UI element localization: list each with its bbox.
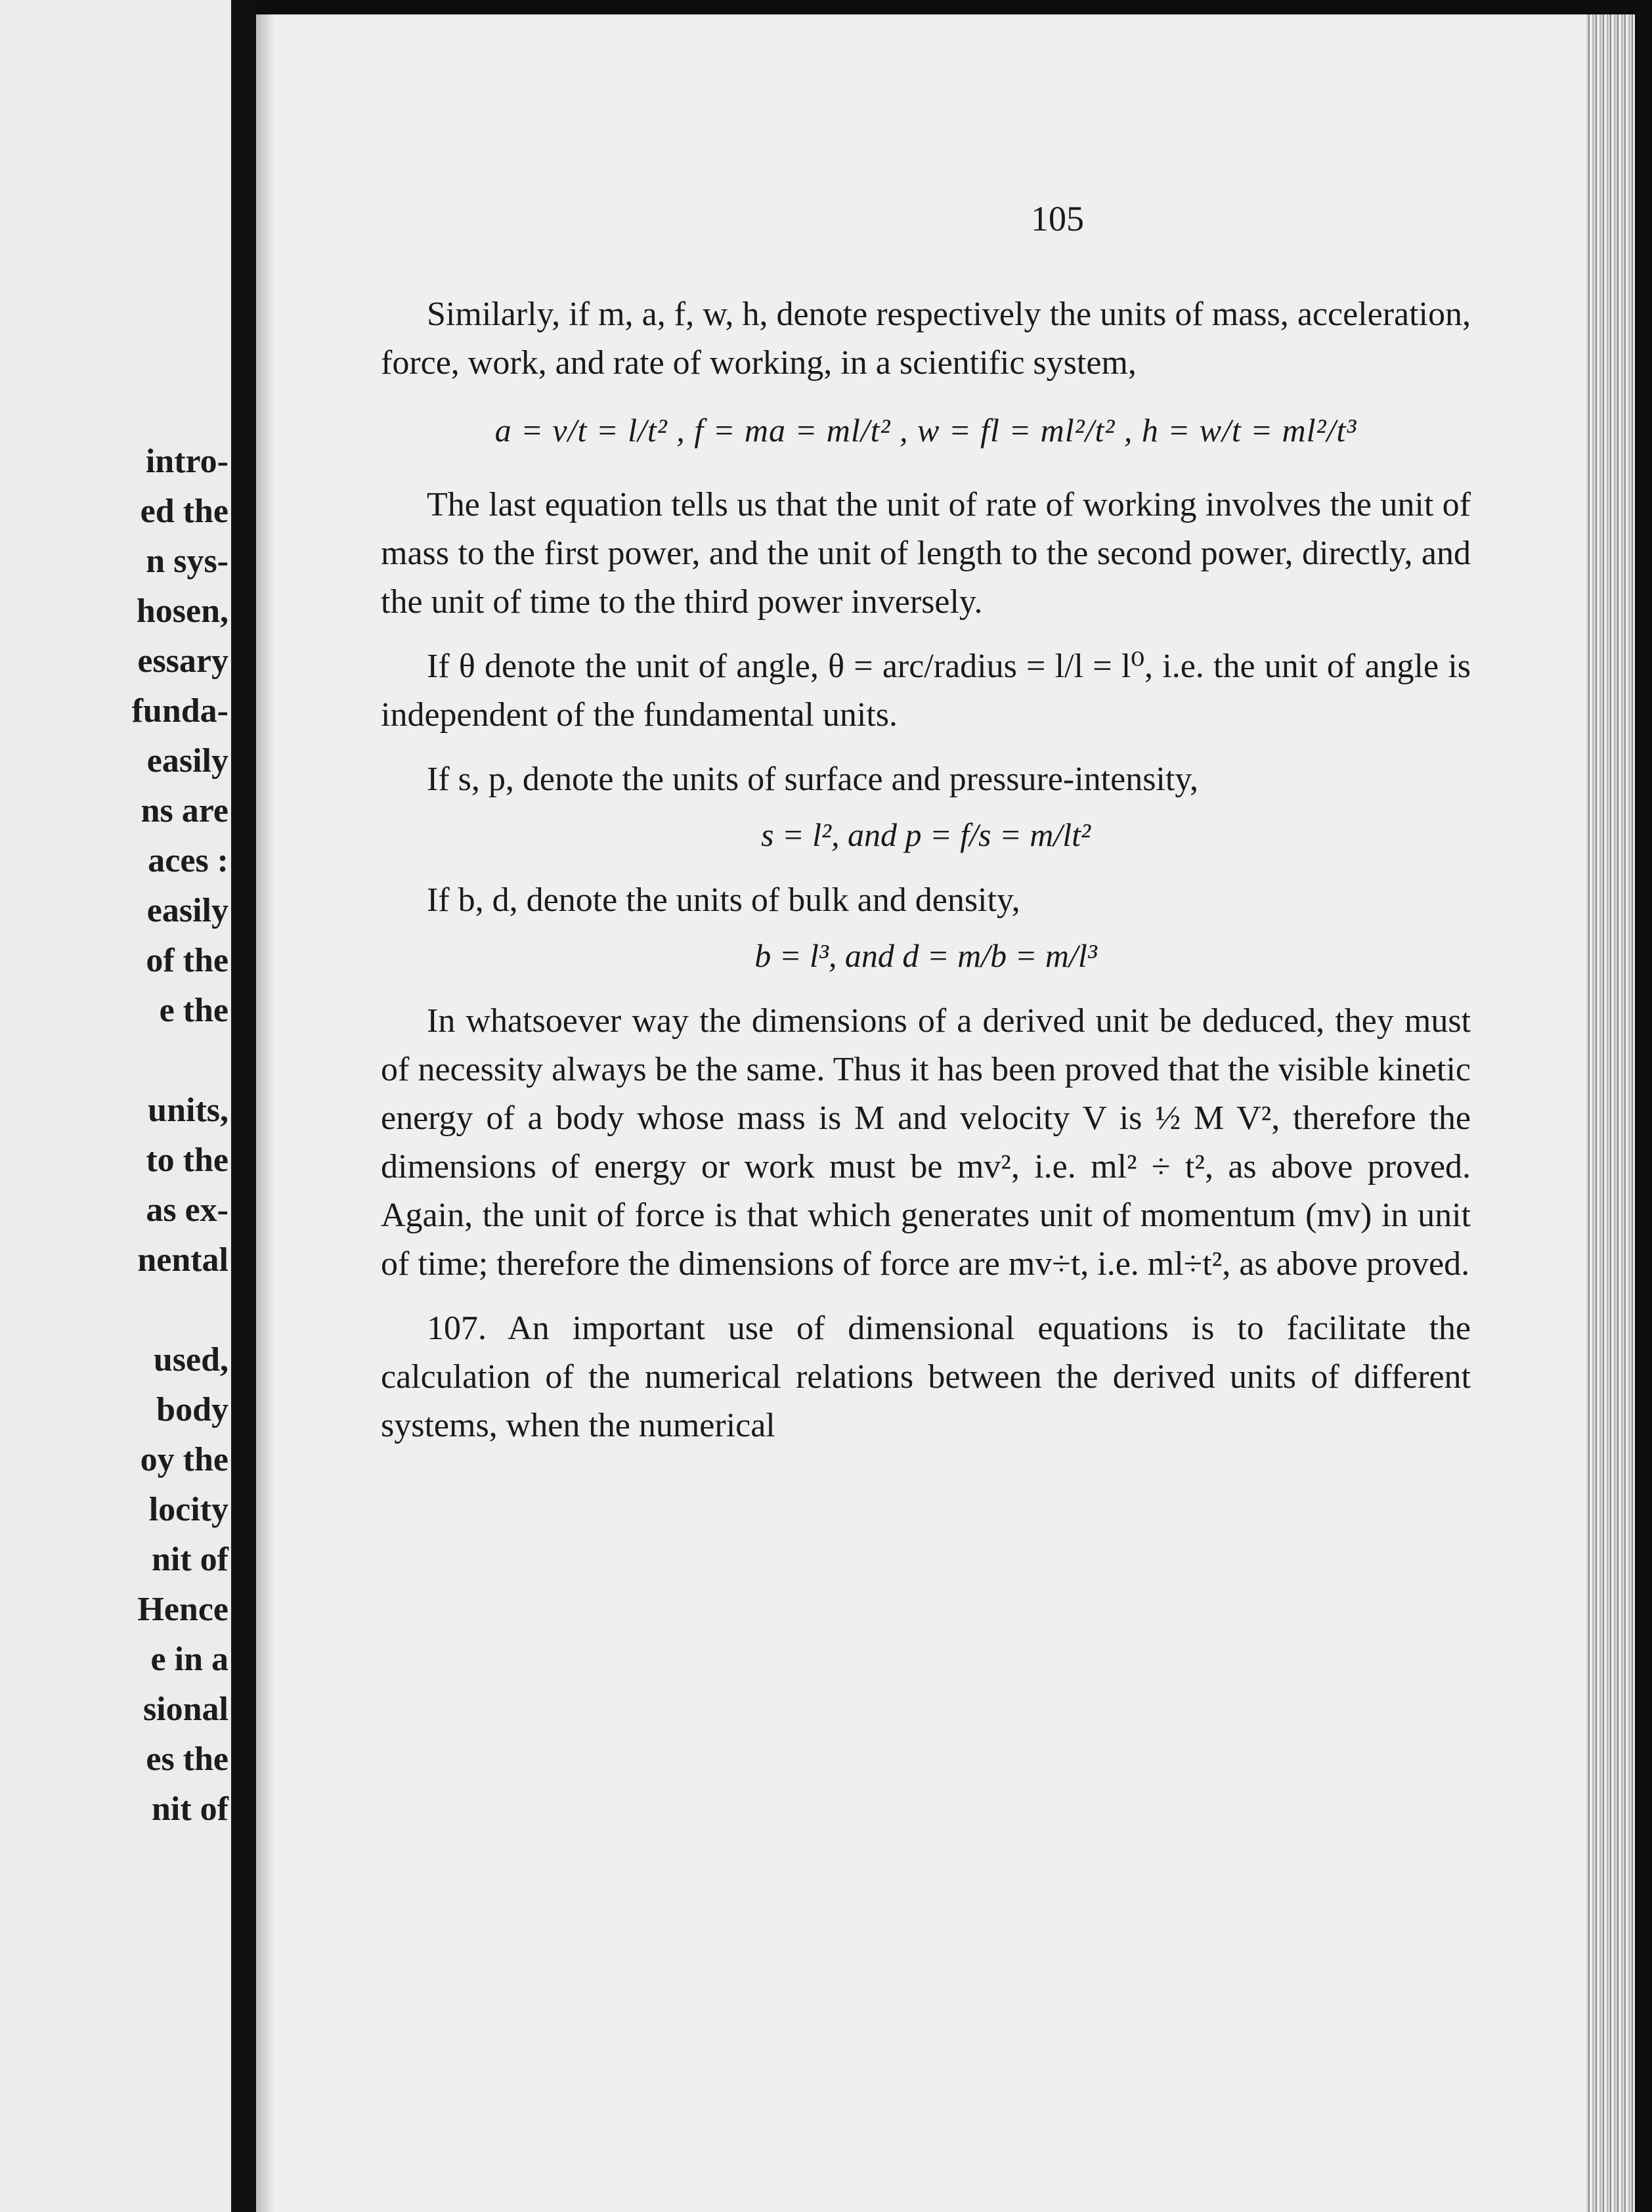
left-page-fragment-line: of the (146, 942, 228, 979)
left-page-fragment-line: used, (153, 1341, 228, 1379)
left-page-fragment-line: ns are (141, 792, 228, 830)
book-gutter (231, 0, 256, 2212)
paragraph-3-text: If θ denote the unit of angle, θ = arc/radius = l/l = l⁰, i.e. the unit of angle is independent of the fundamental units. (381, 648, 1471, 734)
left-page-fragment-line: locity (148, 1491, 228, 1528)
gutter-shadow (256, 14, 276, 2212)
left-page-fragment-line: n sys- (146, 542, 228, 580)
equation-units: a = v/t = l/t² , f = ma = ml/t² , w = fl = ml²/t² , h = w/t = ml²/t³ (494, 412, 1357, 449)
left-page-text-fragments (5, 437, 228, 1834)
right-page (256, 14, 1635, 2212)
left-page-fragment-line: easily (146, 892, 228, 929)
page-number: 105 (1031, 199, 1084, 238)
left-page-fragment-line: e the (159, 992, 228, 1029)
left-page-fragment-line: funda- (131, 692, 228, 730)
paragraph-2 (381, 481, 1471, 627)
left-page-fragment-line: hosen, (136, 592, 228, 630)
page-content (381, 290, 1471, 1450)
equation-surface-pressure: s = l², and p = f/s = m/lt² (760, 816, 1091, 853)
left-page-fragment-line: units, (148, 1092, 228, 1129)
paragraph-4 (381, 755, 1471, 804)
left-page-fragment-line: e in a (150, 1641, 228, 1678)
left-page-fragment-line: nit of (152, 1541, 228, 1578)
equation-bulk-density: b = l³, and d = m/b = m/l³ (754, 937, 1097, 974)
left-page-fragment-line: oy the (140, 1441, 228, 1478)
left-page (0, 0, 231, 2212)
left-page-fragment-line: es the (146, 1740, 228, 1778)
paragraph-7 (381, 1304, 1471, 1450)
left-page-fragment-line: Hence (137, 1591, 228, 1628)
paragraph-1-text: Similarly, if m, a, f, w, h, denote respectively the units of mass, acceleration, force, work, and rate of working, in a scientific system, (381, 296, 1471, 382)
paragraph-2-text: The last equation tells us that the unit of rate of working involves the unit of mass to the first power, and the unit of length to the second power, directly, and the unit of time to the third power inversely. (381, 486, 1471, 621)
left-page-fragment-line: easily (146, 742, 228, 780)
paragraph-1 (381, 290, 1471, 387)
left-page-fragment-line: nit of (152, 1790, 228, 1828)
left-page-fragment-line: sional (142, 1691, 228, 1728)
page-edge (1586, 14, 1635, 2212)
left-page-fragment-line: to the (146, 1141, 228, 1179)
left-page-fragment-line: intro- (145, 443, 228, 480)
paragraph-5 (381, 876, 1471, 925)
left-page-fragment-line: nental (137, 1241, 228, 1279)
paragraph-6-text: In whatsoever way the dimensions of a derived unit be deduced, they must of necessity always be the same. Thus it has been proved that the visible kinetic energy of a body whose mass is M and velocity V is ½ M V², therefore the dimensions of energy or work must be mv², i.e. ml² ÷ t², as above proved. Again, the unit of force is that which generates unit of momentum (mv) in unit of time; therefore the dimensions of force are mv÷t, i.e. ml÷t², as above proved. (381, 1002, 1471, 1283)
paragraph-5-text: If b, d, denote the units of bulk and density, (427, 881, 1020, 919)
paragraph-3 (381, 642, 1471, 740)
left-page-fragment-line: essary (137, 642, 228, 680)
left-page-fragment-line: ed the (140, 493, 228, 530)
paragraph-6 (381, 997, 1471, 1289)
left-page-fragment-line: body (156, 1391, 228, 1428)
paragraph-7-text: 107. An important use of dimensional equations is to facilitate the calculation of the numerical relations between the derived units of different systems, when the numerical (381, 1310, 1471, 1444)
paragraph-4-text: If s, p, denote the units of surface and pressure-intensity, (427, 761, 1198, 798)
left-page-fragment-line: aces : (148, 842, 228, 879)
left-page-fragment-line (5, 1036, 228, 1086)
left-page-fragment-line: as ex- (146, 1191, 228, 1229)
left-page-fragment-line (5, 1285, 228, 1335)
